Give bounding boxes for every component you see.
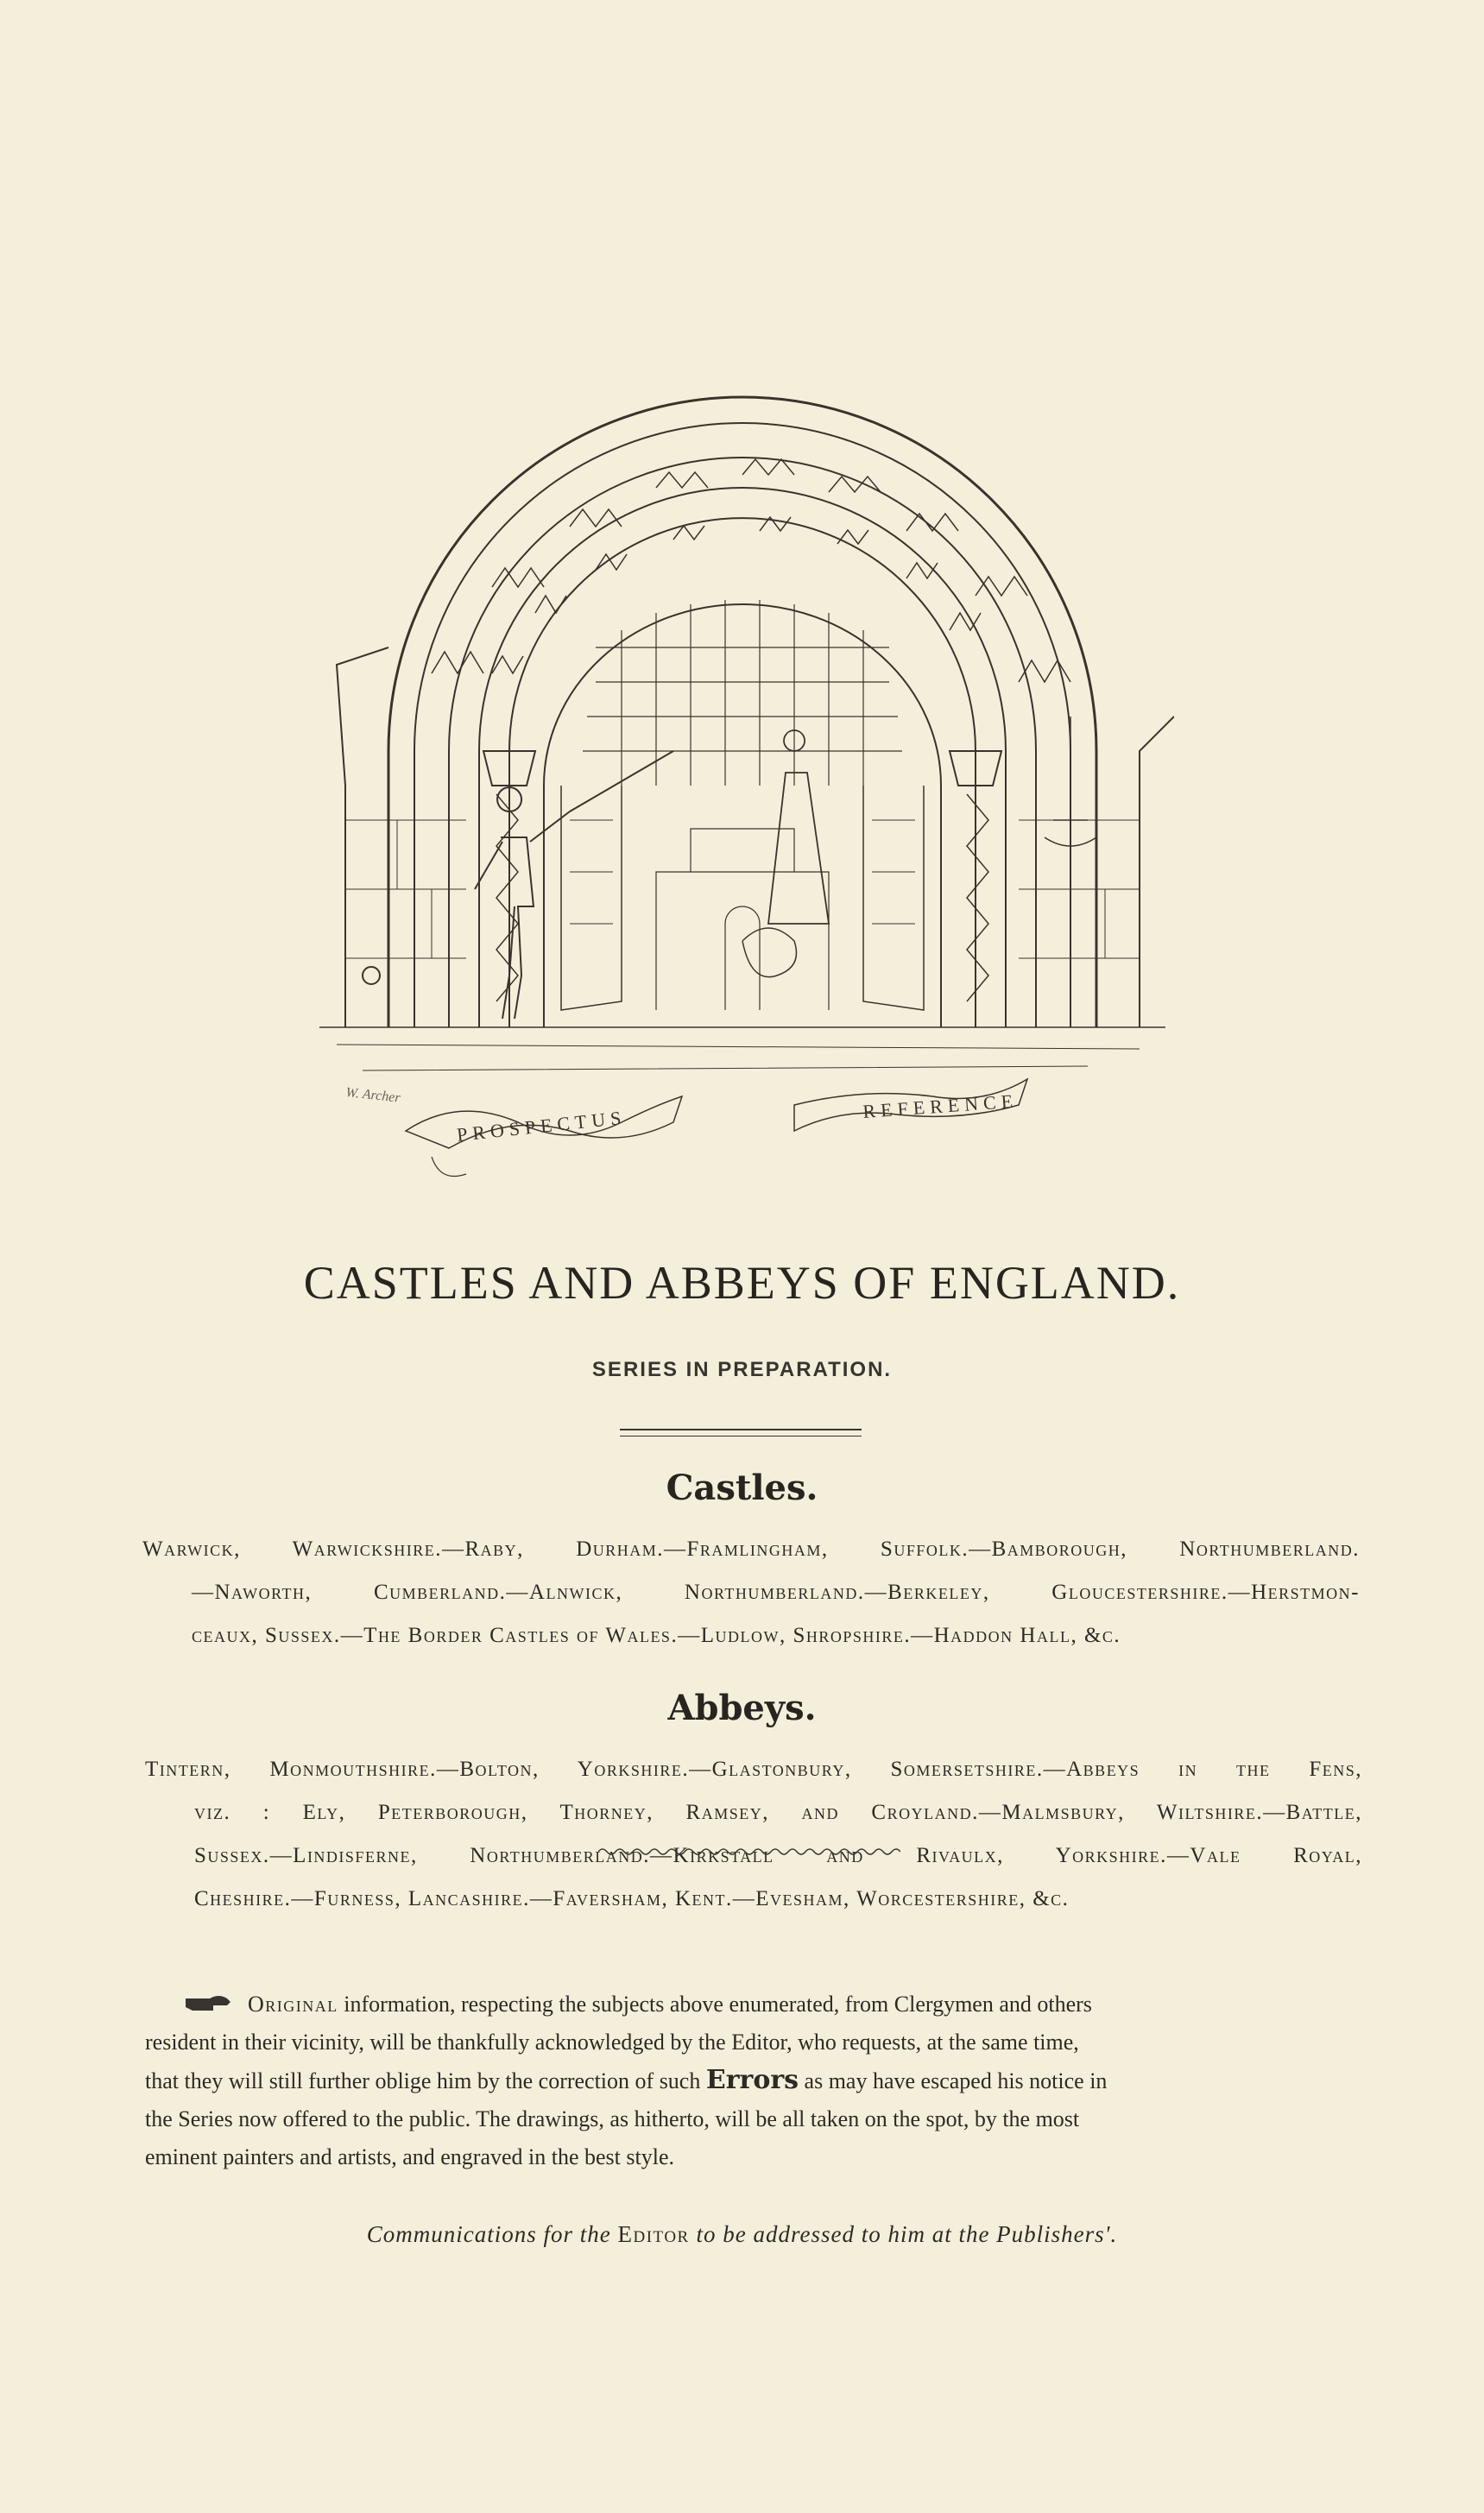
castles-line: Warwick, Warwickshire.—Raby, Durham.—Framlingham, Suffolk.—Bamborough, Northumberland. — [142, 1537, 1360, 1561]
engraver-signature: W. Archer — [344, 1085, 401, 1106]
abbeys-line: Cheshire.—Furness, Lancashire.—Faversham, Kent.—Evesham, Worcestershire, &c. — [194, 1887, 1070, 1910]
abbeys-heading: Abbeys. — [667, 1688, 817, 1728]
comms-editor: Editor — [617, 2221, 690, 2247]
abbeys-line: Sussex.—Lindisferne, Northumberland.—Kirkstall and Rivaulx, Yorkshire.—Vale Royal, — [194, 1844, 1362, 1867]
abbeys-list — [145, 1748, 1362, 1921]
banner-right-text: REFERENCE — [862, 1089, 1019, 1122]
comms-part2: to be addressed to him at the Publishers'. — [696, 2221, 1118, 2247]
notice-line: resident in their vicinity, will be thankfully acknowledged by the Editor, who requests, at the same time, — [145, 2030, 1079, 2055]
notice-line: information, respecting the subjects above enumerated, from Clergymen and others — [344, 1992, 1092, 2017]
page-title: CASTLES AND ABBEYS OF ENGLAND. — [303, 1257, 1181, 1309]
castles-heading: Castles. — [666, 1468, 818, 1508]
castle-gateway-engraving — [311, 268, 1174, 1209]
notice-line: eminent painters and artists, and engraved in the best style. — [145, 2144, 674, 2169]
castles-line: ceaux, Sussex.—The Border Castles of Wales.—Ludlow, Shropshire.—Haddon Hall, &c. — [192, 1624, 1121, 1647]
castles-line: —Naworth, Cumberland.—Alnwick, Northumberland.—Berkeley, Gloucestershire.—Herstmon- — [192, 1581, 1360, 1604]
errors-word: Errors — [705, 2065, 799, 2095]
notice-lead: Original — [248, 1992, 338, 2017]
castles-list — [142, 1528, 1360, 1657]
communications-note — [0, 2221, 1484, 2248]
comms-part1: Communications for the — [366, 2221, 611, 2247]
pointing-hand-icon — [184, 1992, 232, 2014]
notice-line: that they will still further oblige him by the correction of such — [145, 2068, 701, 2093]
abbeys-line: Tintern, Monmouthshire.—Bolton, Yorkshire.—Glastonbury, Somersetshire.—Abbeys in the Fens, — [145, 1758, 1362, 1781]
notice-paragraph — [145, 1986, 1367, 2176]
wavy-rule-divider — [598, 1846, 900, 1858]
page-subtitle: SERIES IN PREPARATION. — [591, 1358, 893, 1381]
notice-line: the Series now offered to the public. The drawings, as hitherto, will be all taken on the spot, by the most — [145, 2106, 1080, 2131]
double-rule-divider — [620, 1429, 862, 1436]
notice-line: as may have escaped his notice in — [804, 2068, 1108, 2093]
abbeys-line: viz. : Ely, Peterborough, Thorney, Ramsey, and Croyland.—Malmsbury, Wiltshire.—Battle, — [194, 1801, 1362, 1824]
banner-left-text: PROSPECTUS — [455, 1106, 628, 1146]
